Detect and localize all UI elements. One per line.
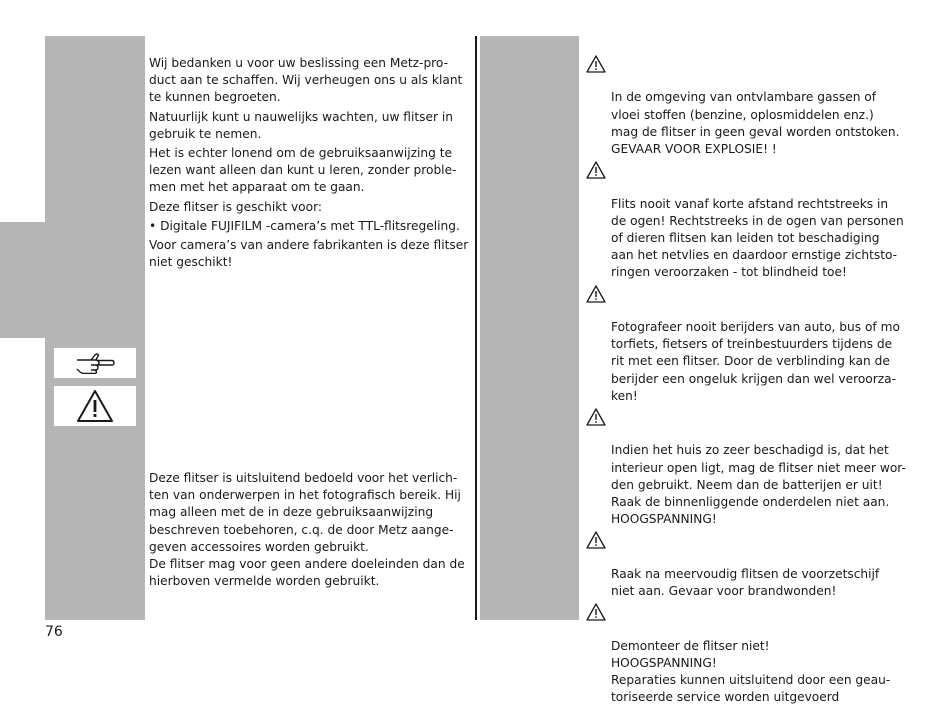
warning-text: Indien het huis zo zeer beschadigd is, dat het interieur open ligt, mag de flitser niet meer wor- den gebruikt. Neem dan de batterijen er uit! Raak de binnenliggende onderdelen niet aan. HOOGSPANNING!: [611, 443, 906, 527]
caution-icon-box: [54, 386, 136, 426]
intro-paragraph: Wij bedanken u voor uw beslissing een Metz-pro- duct aan te schaffen. Wij verheugen ons u als klant te kunnen begroeten.: [149, 56, 463, 105]
intro-paragraph: Het is echter lonend om de gebruiksaanwijzing te lezen want alleen dan kunt u leren, zonder proble- men met het apparaat om te gaan.: [149, 146, 457, 195]
section-tab: [0, 222, 45, 338]
warning-item: [586, 603, 926, 706]
note-icon-box: [54, 348, 136, 378]
warning-item: [586, 285, 926, 405]
intro-paragraph: Natuurlijk kunt u nauwelijks wachten, uw flitser in gebruik te nemen.: [149, 109, 453, 141]
right-margin-band: [480, 36, 579, 620]
page-number: 76: [45, 624, 63, 640]
warning-text: In de omgeving van ontvlambare gassen of vloei stoffen (benzine, oplosmiddelen enz.) mag de flitser in geen geval worden ontstoken. GEVAAR VOOR EXPLOSIE! !: [611, 90, 900, 157]
warning-triangle-icon: [586, 285, 606, 303]
warning-triangle-icon: [586, 603, 606, 621]
warning-triangle-icon: [76, 389, 114, 423]
warning-item: [586, 531, 926, 600]
usage-text: [149, 470, 471, 590]
warning-triangle-icon: [586, 408, 606, 426]
warning-item: [586, 408, 926, 528]
pointing-hand-icon: [75, 352, 115, 374]
usage-paragraph: De flitser mag voor geen andere doeleinden dan de hierboven vermelde worden gebruikt.: [149, 557, 465, 589]
intro-text: [149, 55, 471, 273]
warning-item: [586, 55, 926, 158]
intro-paragraph: Voor camera’s van andere fabrikanten is deze flitser niet geschikt!: [149, 238, 469, 270]
warning-text: Flits nooit vanaf korte afstand rechtstreeks in de ogen! Rechtstreeks in de ogen van personen of dieren flitsen kan leiden tot beschadiging aan het netvlies en daardoor ernstige zichtsto- ringen veroorzaken - tot blindheid toe!: [611, 196, 904, 280]
usage-paragraph: Deze flitser is uitsluitend bedoeld voor het verlich- ten van onderwerpen in het fotografisch bereik. Hij mag alleen met de in deze gebruiksaanwijzing beschreven toebehoren, c.q. de door Metz aange- geven accessoires worden gebruikt.: [149, 471, 461, 554]
warning-text: Fotografeer nooit berijders van auto, bus of mo torfiets, fietsers of treinbestuurders tijdens de rit met een flitser. Door de verblinding kan de berijder een ongeluk krijgen dan wel veroorza- ken!: [611, 320, 900, 403]
warning-text: Raak na meervoudig flitsen de voorzetschijf niet aan. Gevaar voor brandwonden!: [611, 566, 880, 599]
page-divider: [475, 36, 477, 620]
warning-triangle-icon: [586, 161, 606, 179]
intro-paragraph: • Digitale FUJIFILM -camera’s met TTL-flitsregeling.: [149, 218, 460, 233]
left-margin-band: [45, 36, 145, 620]
warnings-list: [586, 55, 926, 710]
intro-paragraph: Deze flitser is geschikt voor:: [149, 199, 322, 214]
warning-text: Demonteer de flitser niet! HOOGSPANNING! Reparaties kunnen uitsluitend door een geau- toriseerde service worden uitgevoerd: [611, 638, 891, 705]
warning-triangle-icon: [586, 55, 606, 73]
warning-triangle-icon: [586, 531, 606, 549]
warning-item: [586, 161, 926, 281]
